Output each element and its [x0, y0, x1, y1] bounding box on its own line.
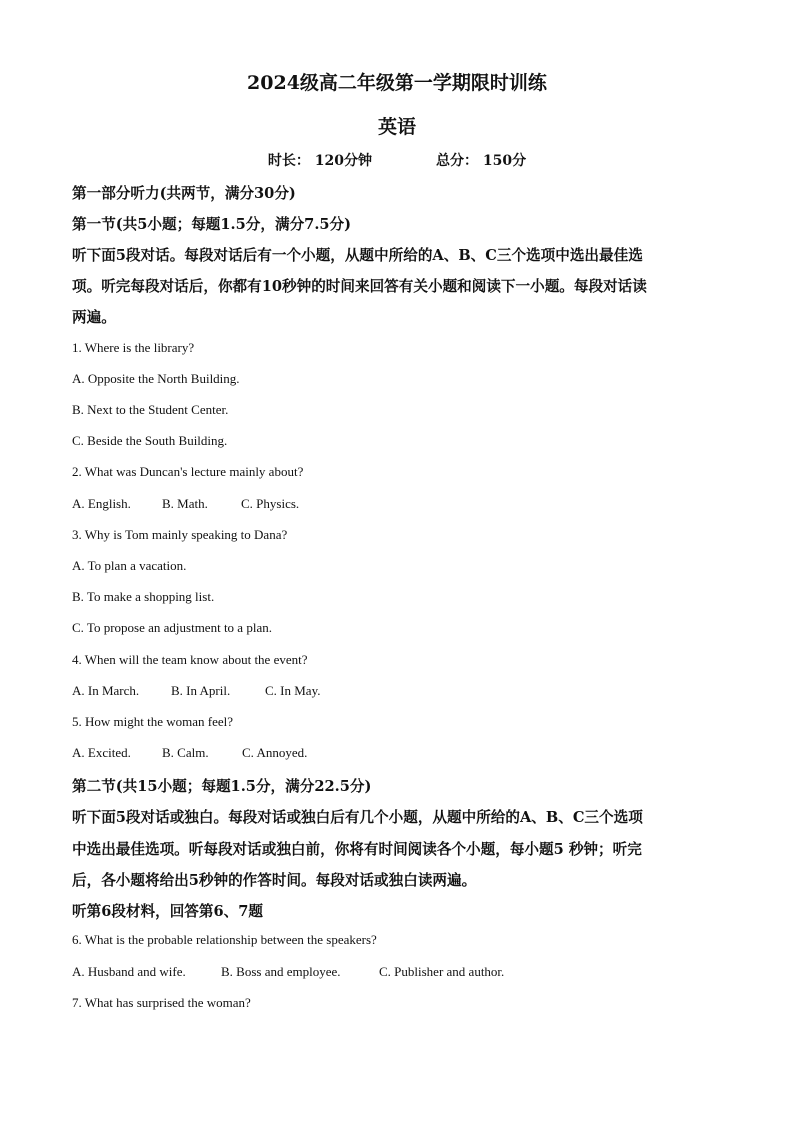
q5-options: [72, 745, 307, 761]
q4-stem: 4. When will the team know about the event?: [72, 652, 308, 667]
section1-instructions-line2: 项。听完每段对话后，你都有10秒钟的时间来回答有关小题和阅读下一小题。每段对话读: [72, 278, 647, 295]
q3-stem: 3. Why is Tom mainly speaking to Dana?: [72, 527, 288, 542]
q6-option-b: B. Boss and employee.: [221, 964, 341, 979]
q1-option-b: B. Next to the Student Center.: [72, 402, 229, 417]
q3-option-a: A. To plan a vacation.: [72, 558, 187, 573]
q3-option-b: B. To make a shopping list.: [72, 589, 215, 604]
exam-meta: [0, 150, 794, 170]
q2-option-c: C. Physics.: [241, 496, 300, 511]
section1-heading: 第一节(共5小题；每题1.5分，满分7.5分): [72, 216, 352, 233]
q4-option-c: C. In May.: [265, 683, 321, 698]
duration-text: 时长： 120分钟: [267, 153, 372, 169]
exam-title: 2024级高二年级第一学期限时训练: [247, 72, 547, 94]
q2-option-b: B. Math.: [162, 496, 208, 511]
q4-options: [72, 683, 321, 699]
q4-option-b: B. In April.: [171, 683, 231, 698]
part1-heading: 第一部分听力(共两节，满分30分): [72, 185, 296, 202]
q5-option-a: A. Excited.: [72, 745, 131, 760]
q2-stem: 2. What was Duncan's lecture mainly about?: [72, 464, 304, 479]
q3-option-c: C. To propose an adjustment to a plan.: [72, 620, 272, 635]
total-score-text: 总分： 150分: [436, 153, 527, 169]
q5-stem: 5. How might the woman feel?: [72, 714, 234, 729]
q4-option-a: A. In March.: [72, 683, 140, 698]
section2-heading: 第二节(共15小题；每题1.5分，满分22.5分): [72, 778, 372, 795]
section2-instructions-line2: 中选出最佳选项。听每段对话或独白前，你将有时间阅读各个小题，每小题5 秒钟；听完: [72, 841, 642, 858]
q1-stem: 1. Where is the library?: [72, 340, 195, 355]
q6-options: [72, 964, 504, 980]
q6-option-a: A. Husband and wife.: [72, 964, 186, 979]
section1-instructions-line1: 听下面5段对话。每段对话后有一个小题，从题中所给的A、B、C三个选项中选出最佳选: [72, 247, 643, 264]
q1-option-a: A. Opposite the North Building.: [72, 371, 240, 386]
subject-title: 英语: [377, 116, 416, 138]
q2-option-a: A. English.: [72, 496, 131, 511]
q7-stem: 7. What has surprised the woman?: [72, 995, 251, 1010]
material6-heading: 听第6段材料，回答第6、7题: [72, 903, 263, 920]
q2-options: [72, 496, 299, 512]
q6-option-c: C. Publisher and author.: [379, 964, 505, 979]
q5-option-b: B. Calm.: [162, 745, 209, 760]
section2-instructions-line3: 后，各小题将给出5秒钟的作答时间。每段对话或独白读两遍。: [72, 872, 477, 889]
q5-option-c: C. Annoyed.: [242, 745, 308, 760]
q6-stem: 6. What is the probable relationship between the speakers?: [72, 932, 377, 947]
q1-option-c: C. Beside the South Building.: [72, 433, 228, 448]
section2-instructions-line1: 听下面5段对话或独白。每段对话或独白后有几个小题，从题中所给的A、B、C三个选项: [72, 809, 643, 826]
section1-instructions-line3: 两遍。: [72, 309, 116, 326]
